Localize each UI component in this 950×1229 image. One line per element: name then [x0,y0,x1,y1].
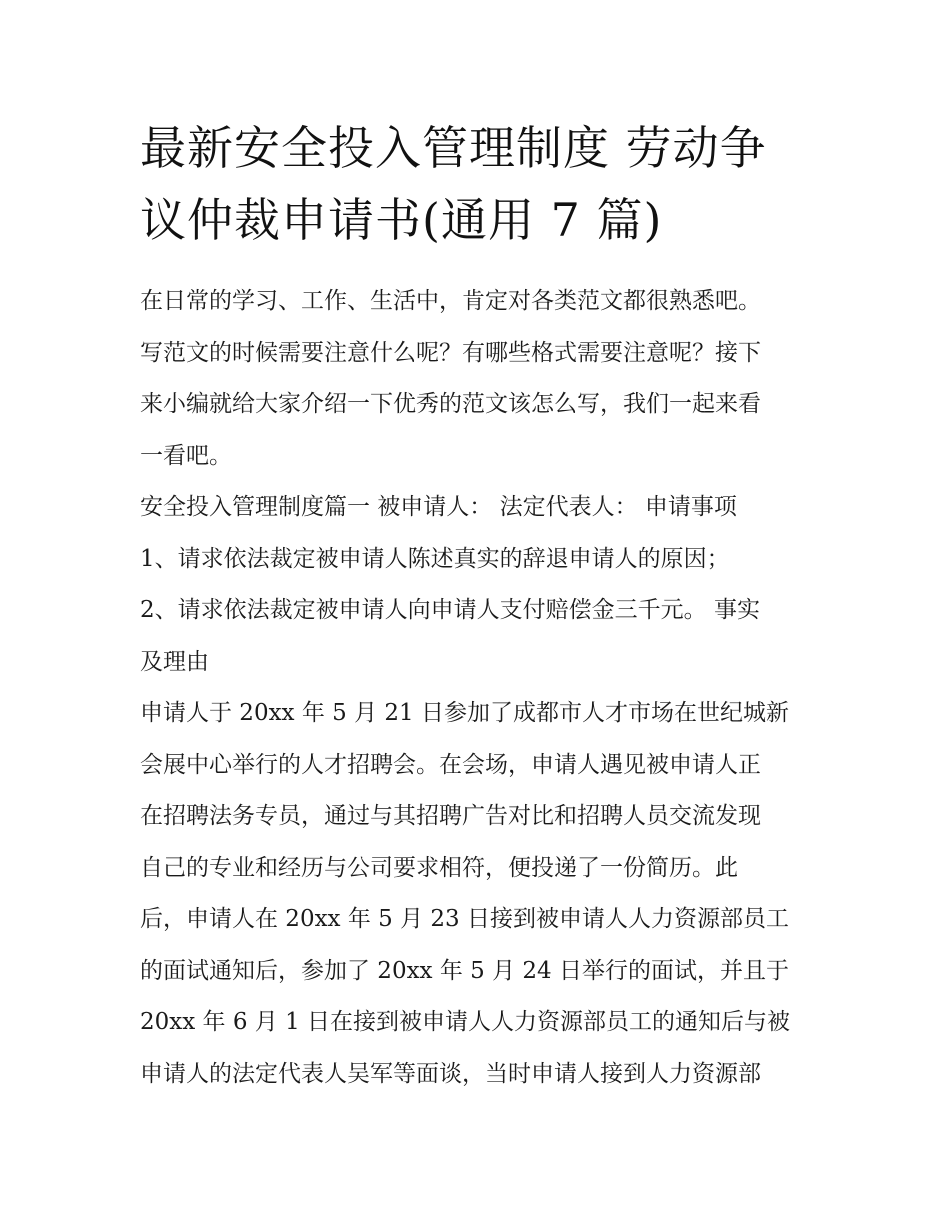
document-title [140,112,820,256]
body-line: 的面试通知后，参加了 20xx 年 5 月 24 日举行的面试，并且于 [140,957,789,984]
body-line: 一看吧。 [140,442,232,469]
body-line: 来小编就给大家介绍一下优秀的范文该怎么写，我们一起来看 [140,391,761,417]
body-line: 2、请求依法裁定被申请人向申请人支付赔偿金三千元。 事实 [140,597,760,623]
body-line: 在日常的学习、工作、生活中，肯定对各类范文都很熟悉吧。 [140,288,761,314]
body-line: 后，申请人在 20xx 年 5 月 23 日接到被申请人人力资源部员工 [140,906,789,932]
body-line: 申请人于 20xx 年 5 月 21 日参加了成都市人才市场在世纪城新 [140,700,789,726]
body-line: 会展中心举行的人才招聘会。在会场，申请人遇见被申请人正 [140,751,761,778]
body-line: 20xx 年 6 月 1 日在接到被申请人人力资源部员工的通知后与被 [140,1009,791,1035]
body-line: 1、请求依法裁定被申请人陈述真实的辞退申请人的原因； [140,545,730,572]
body-line: 申请人的法定代表人吴军等面谈，当时申请人接到人力资源部 [140,1060,761,1087]
title-line: 议仲裁申请书(通用 7 篇) [140,193,663,247]
body-line: 自己的专业和经历与公司要求相符，便投递了一份简历。此 [140,854,738,881]
body-line: 写范文的时候需要注意什么呢？有哪些格式需要注意呢？接下 [140,339,761,366]
body-line: 在招聘法务专员，通过与其招聘广告对比和招聘人员交流发现 [140,803,761,829]
document-body [140,276,820,1100]
body-line: 及理由 [140,648,209,675]
title-line: 最新安全投入管理制度 劳动争 [140,121,767,175]
body-line: 安全投入管理制度篇一 被申请人： 法定代表人： 申请事项 [140,494,737,520]
